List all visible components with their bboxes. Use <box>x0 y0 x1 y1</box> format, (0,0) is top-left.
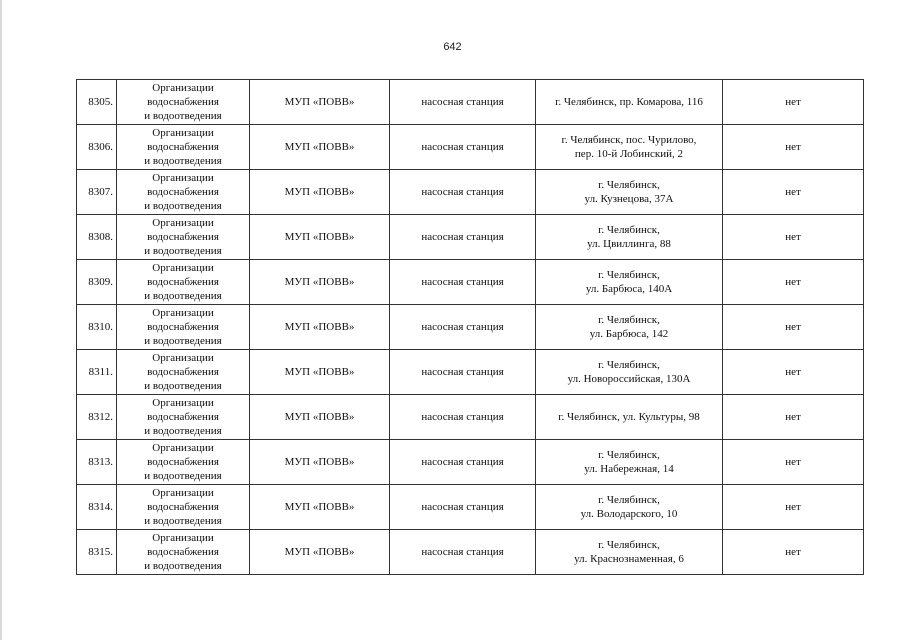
row-number-text: 8311. <box>88 366 113 378</box>
row-number-text: 8306. <box>88 141 113 153</box>
organization-text: МУП «ПОВВ» <box>284 186 355 198</box>
row-number-cell <box>77 305 117 350</box>
organization-text: МУП «ПОВВ» <box>284 546 355 558</box>
category-line: Организации <box>152 442 214 454</box>
flag-text: нет <box>785 276 801 288</box>
flag-text: нет <box>785 501 801 513</box>
organization-cell <box>250 440 390 485</box>
flag-cell <box>723 125 864 170</box>
address-line: ул. Барбюса, 142 <box>589 328 669 340</box>
category-line: водоснабжения <box>147 141 219 153</box>
address-cell <box>536 305 723 350</box>
object-type-text: насосная станция <box>421 186 504 198</box>
category-cell <box>117 260 250 305</box>
flag-text: нет <box>785 186 801 198</box>
category-line: Организации <box>152 217 214 229</box>
flag-cell <box>723 80 864 125</box>
category-cell <box>117 305 250 350</box>
organization-text: МУП «ПОВВ» <box>284 141 355 153</box>
object-type-text: насосная станция <box>421 366 504 378</box>
category-line: Организации <box>152 82 214 94</box>
row-number-text: 8314. <box>88 501 113 513</box>
object-type-text: насосная станция <box>421 231 504 243</box>
address-cell <box>536 350 723 395</box>
flag-cell <box>723 170 864 215</box>
object-type-cell <box>390 530 536 575</box>
row-number-text: 8307. <box>88 186 113 198</box>
table-row <box>77 80 864 125</box>
object-type-cell <box>390 305 536 350</box>
object-type-text: насосная станция <box>421 141 504 153</box>
organization-cell <box>250 350 390 395</box>
row-number-cell <box>77 395 117 440</box>
registry-table <box>76 79 864 575</box>
organization-text: МУП «ПОВВ» <box>284 456 355 468</box>
object-type-cell <box>390 170 536 215</box>
row-number-cell <box>77 170 117 215</box>
organization-text: МУП «ПОВВ» <box>284 366 355 378</box>
address-line: г. Челябинск, <box>598 269 660 281</box>
address-line: г. Челябинск, <box>598 449 660 461</box>
address-line: ул. Набережная, 14 <box>584 463 674 475</box>
address-line: г. Челябинск, <box>598 494 660 506</box>
object-type-cell <box>390 440 536 485</box>
address-cell <box>536 80 723 125</box>
row-number-text: 8315. <box>88 546 113 558</box>
address-line: г. Челябинск, <box>598 539 660 551</box>
row-number-cell <box>77 440 117 485</box>
flag-text: нет <box>785 411 801 423</box>
flag-text: нет <box>785 96 801 108</box>
address-line: г. Челябинск, ул. Культуры, 98 <box>558 411 700 423</box>
registry-table-body <box>77 80 864 575</box>
category-line: водоснабжения <box>147 321 219 333</box>
flag-text: нет <box>785 366 801 378</box>
address-line: г. Челябинск, <box>598 314 660 326</box>
object-type-cell <box>390 260 536 305</box>
table-row <box>77 125 864 170</box>
address-line: ул. Краснознаменная, 6 <box>574 553 684 565</box>
flag-cell <box>723 260 864 305</box>
address-cell <box>536 485 723 530</box>
category-line: Организации <box>152 352 214 364</box>
row-number-text: 8313. <box>88 456 113 468</box>
category-line: Организации <box>152 307 214 319</box>
row-number-cell <box>77 260 117 305</box>
row-number-text: 8310. <box>88 321 113 333</box>
table-row <box>77 485 864 530</box>
scan-left-edge <box>0 0 2 640</box>
row-number-cell <box>77 215 117 260</box>
category-line: и водоотведения <box>144 110 222 122</box>
row-number-text: 8305. <box>88 96 113 108</box>
category-line: водоснабжения <box>147 231 219 243</box>
table-row <box>77 530 864 575</box>
category-line: Организации <box>152 487 214 499</box>
address-line: г. Челябинск, <box>598 359 660 371</box>
row-number-cell <box>77 80 117 125</box>
category-cell <box>117 350 250 395</box>
category-line: Организации <box>152 397 214 409</box>
row-number-text: 8309. <box>88 276 113 288</box>
category-line: и водоотведения <box>144 155 222 167</box>
address-cell <box>536 170 723 215</box>
page-number: 642 <box>443 41 462 53</box>
category-cell <box>117 530 250 575</box>
object-type-cell <box>390 350 536 395</box>
object-type-text: насосная станция <box>421 456 504 468</box>
object-type-text: насосная станция <box>421 411 504 423</box>
flag-cell <box>723 530 864 575</box>
organization-text: МУП «ПОВВ» <box>284 276 355 288</box>
category-line: Организации <box>152 127 214 139</box>
row-number-text: 8308. <box>88 231 113 243</box>
flag-cell <box>723 395 864 440</box>
row-number-text: 8312. <box>88 411 113 423</box>
table-row <box>77 305 864 350</box>
category-cell <box>117 485 250 530</box>
category-line: и водоотведения <box>144 425 222 437</box>
address-line: ул. Володарского, 10 <box>580 508 678 520</box>
flag-text: нет <box>785 321 801 333</box>
address-cell <box>536 125 723 170</box>
table-row <box>77 170 864 215</box>
address-line: г. Челябинск, пр. Комарова, 116 <box>555 96 703 108</box>
row-number-cell <box>77 530 117 575</box>
address-cell <box>536 260 723 305</box>
organization-cell <box>250 530 390 575</box>
category-cell <box>117 215 250 260</box>
category-line: водоснабжения <box>147 411 219 423</box>
row-number-cell <box>77 125 117 170</box>
organization-text: МУП «ПОВВ» <box>284 501 355 513</box>
organization-text: МУП «ПОВВ» <box>284 231 355 243</box>
organization-text: МУП «ПОВВ» <box>284 321 355 333</box>
category-line: водоснабжения <box>147 366 219 378</box>
flag-cell <box>723 215 864 260</box>
object-type-cell <box>390 125 536 170</box>
object-type-text: насосная станция <box>421 501 504 513</box>
organization-cell <box>250 80 390 125</box>
table-row <box>77 215 864 260</box>
organization-cell <box>250 395 390 440</box>
flag-text: нет <box>785 231 801 243</box>
address-cell <box>536 530 723 575</box>
object-type-text: насосная станция <box>421 276 504 288</box>
object-type-text: насосная станция <box>421 96 504 108</box>
organization-text: МУП «ПОВВ» <box>284 96 355 108</box>
category-line: Организации <box>152 262 214 274</box>
category-line: и водоотведения <box>144 380 222 392</box>
address-cell <box>536 440 723 485</box>
table-row <box>77 440 864 485</box>
address-line: ул. Цвиллинга, 88 <box>587 238 671 250</box>
category-line: и водоотведения <box>144 290 222 302</box>
category-cell <box>117 440 250 485</box>
address-line: ул. Кузнецова, 37А <box>584 193 674 205</box>
row-number-cell <box>77 485 117 530</box>
category-line: и водоотведения <box>144 335 222 347</box>
address-line: ул. Барбюса, 140А <box>585 283 673 295</box>
organization-text: МУП «ПОВВ» <box>284 411 355 423</box>
organization-cell <box>250 485 390 530</box>
organization-cell <box>250 260 390 305</box>
category-cell <box>117 80 250 125</box>
category-line: водоснабжения <box>147 501 219 513</box>
address-line: г. Челябинск, пос. Чурилово, <box>561 134 697 146</box>
organization-cell <box>250 170 390 215</box>
table-row <box>77 350 864 395</box>
flag-cell <box>723 440 864 485</box>
organization-cell <box>250 215 390 260</box>
organization-cell <box>250 305 390 350</box>
object-type-cell <box>390 80 536 125</box>
object-type-cell <box>390 485 536 530</box>
address-line: ул. Новороссийская, 130А <box>567 373 691 385</box>
category-line: водоснабжения <box>147 276 219 288</box>
category-line: и водоотведения <box>144 470 222 482</box>
row-number-cell <box>77 350 117 395</box>
category-line: и водоотведения <box>144 560 222 572</box>
address-cell <box>536 215 723 260</box>
address-line: пер. 10-й Лобинский, 2 <box>574 148 684 160</box>
flag-cell <box>723 485 864 530</box>
address-line: г. Челябинск, <box>598 224 660 236</box>
category-line: и водоотведения <box>144 245 222 257</box>
object-type-text: насосная станция <box>421 546 504 558</box>
category-cell <box>117 395 250 440</box>
address-cell <box>536 395 723 440</box>
category-cell <box>117 125 250 170</box>
flag-text: нет <box>785 456 801 468</box>
category-line: и водоотведения <box>144 515 222 527</box>
category-line: водоснабжения <box>147 96 219 108</box>
table-row <box>77 395 864 440</box>
table-row <box>77 260 864 305</box>
flag-cell <box>723 305 864 350</box>
flag-text: нет <box>785 546 801 558</box>
category-line: водоснабжения <box>147 546 219 558</box>
address-line: г. Челябинск, <box>598 179 660 191</box>
flag-text: нет <box>785 141 801 153</box>
category-cell <box>117 170 250 215</box>
object-type-text: насосная станция <box>421 321 504 333</box>
category-line: водоснабжения <box>147 186 219 198</box>
object-type-cell <box>390 215 536 260</box>
category-line: Организации <box>152 532 214 544</box>
category-line: Организации <box>152 172 214 184</box>
category-line: и водоотведения <box>144 200 222 212</box>
organization-cell <box>250 125 390 170</box>
object-type-cell <box>390 395 536 440</box>
flag-cell <box>723 350 864 395</box>
category-line: водоснабжения <box>147 456 219 468</box>
